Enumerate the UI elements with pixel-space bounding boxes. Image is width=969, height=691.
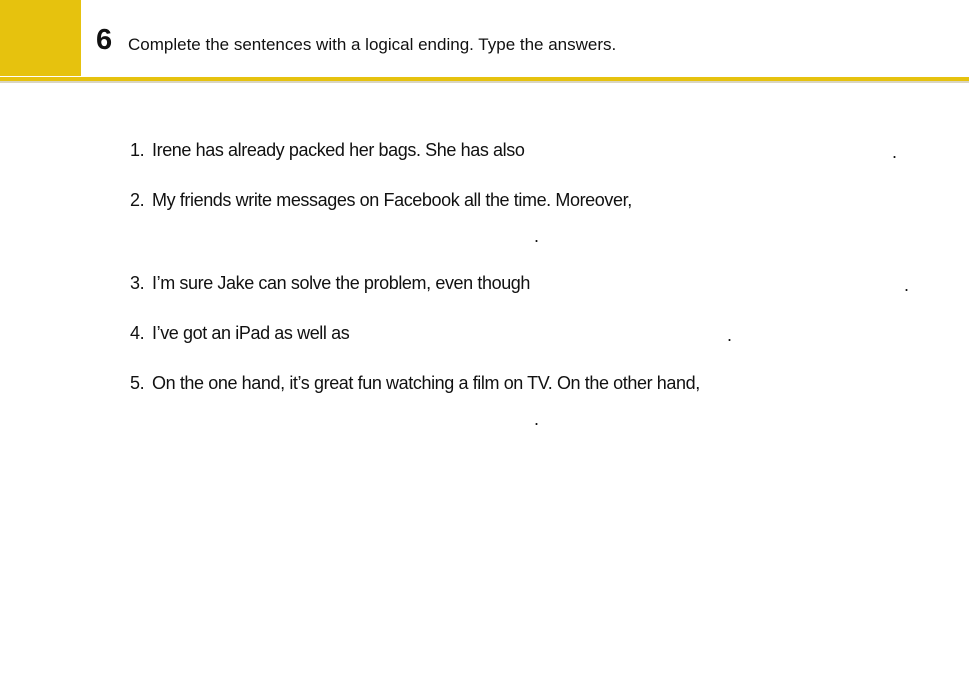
sentence-item-3: [130, 272, 530, 294]
answer-end-period-5: .: [534, 409, 540, 429]
item-number: 5.: [130, 373, 145, 393]
sentence-item-4: [130, 322, 349, 344]
item-number: 3.: [130, 273, 145, 293]
exercise-number: 6: [96, 24, 113, 56]
header-accent-block: [0, 0, 81, 76]
item-text: Irene has already packed her bags. She has also: [152, 140, 525, 160]
answer-end-period-4: .: [727, 325, 733, 345]
item-number: 1.: [130, 140, 145, 160]
item-text: On the one hand, it’s great fun watching a film on TV. On the other hand,: [152, 373, 700, 393]
item-text: My friends write messages on Facebook all the time. Moreover,: [152, 190, 632, 210]
item-number: 4.: [130, 323, 145, 343]
sentence-item-1: [130, 139, 524, 161]
item-text: I’m sure Jake can solve the problem, even though: [152, 273, 531, 293]
item-text: I’ve got an iPad as well as: [152, 323, 350, 343]
exercise-instruction: Complete the sentences with a logical ending. Type the answers.: [128, 35, 617, 54]
exercise-header: [0, 0, 969, 84]
answer-end-period-1: .: [892, 142, 898, 162]
sentence-item-5: [130, 372, 700, 394]
answer-end-period-2: .: [534, 226, 540, 246]
item-number: 2.: [130, 190, 145, 210]
answer-end-period-3: .: [904, 275, 910, 295]
sentence-item-2: [130, 189, 632, 211]
header-divider-shadow: [0, 81, 969, 83]
